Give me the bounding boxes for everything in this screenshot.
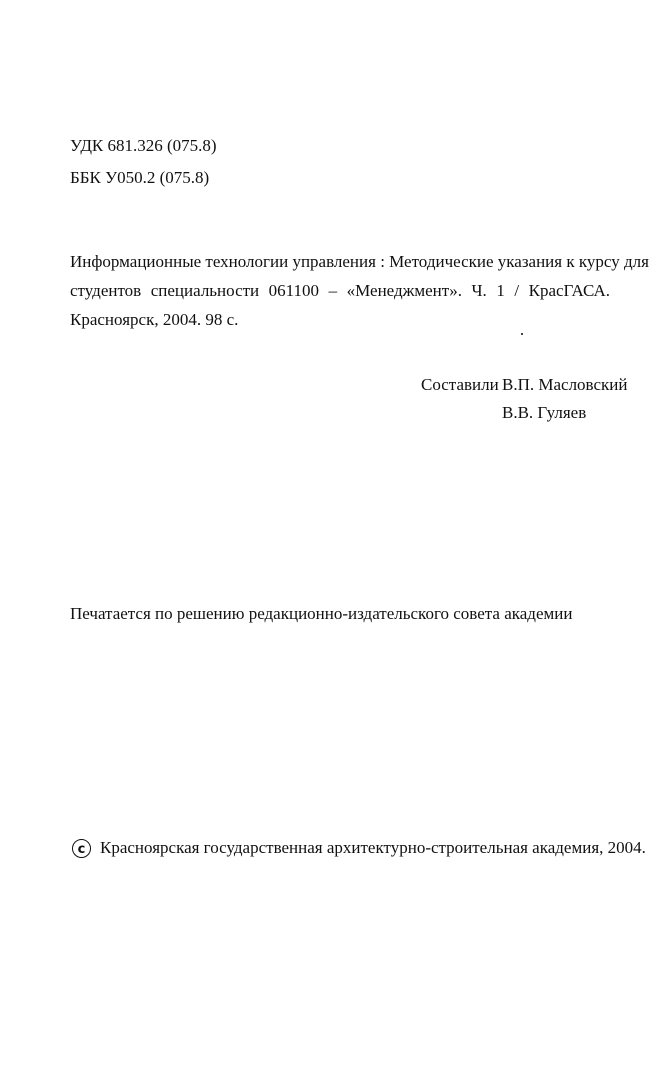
author-name: В.В. Гуляев [502, 403, 587, 422]
copyright-icon: c [72, 839, 91, 858]
copyright-text: Красноярская государственная архитектурно-строительная академия, 2004. [100, 838, 646, 857]
compilers-label: Составили [421, 375, 499, 394]
author-name: В.П. Масловский [502, 375, 628, 394]
bbk-code: ББК У050.2 (075.8) [70, 168, 210, 187]
description-line: студентов специальности 061100 – «Менеджмент». Ч. 1 / КрасГАСА. [70, 281, 610, 300]
description-line: Информационные технологии управления : Методические указания к курсу для [70, 252, 649, 271]
copyright-line [72, 838, 646, 858]
description-line: Красноярск, 2004. 98 с. [70, 310, 239, 329]
udk-code: УДК 681.326 (075.8) [70, 136, 217, 155]
scan-speck [521, 333, 523, 335]
bibliographic-description [70, 247, 649, 334]
print-approval-note: Печатается по решению редакционно-издательского совета академии [70, 604, 573, 623]
